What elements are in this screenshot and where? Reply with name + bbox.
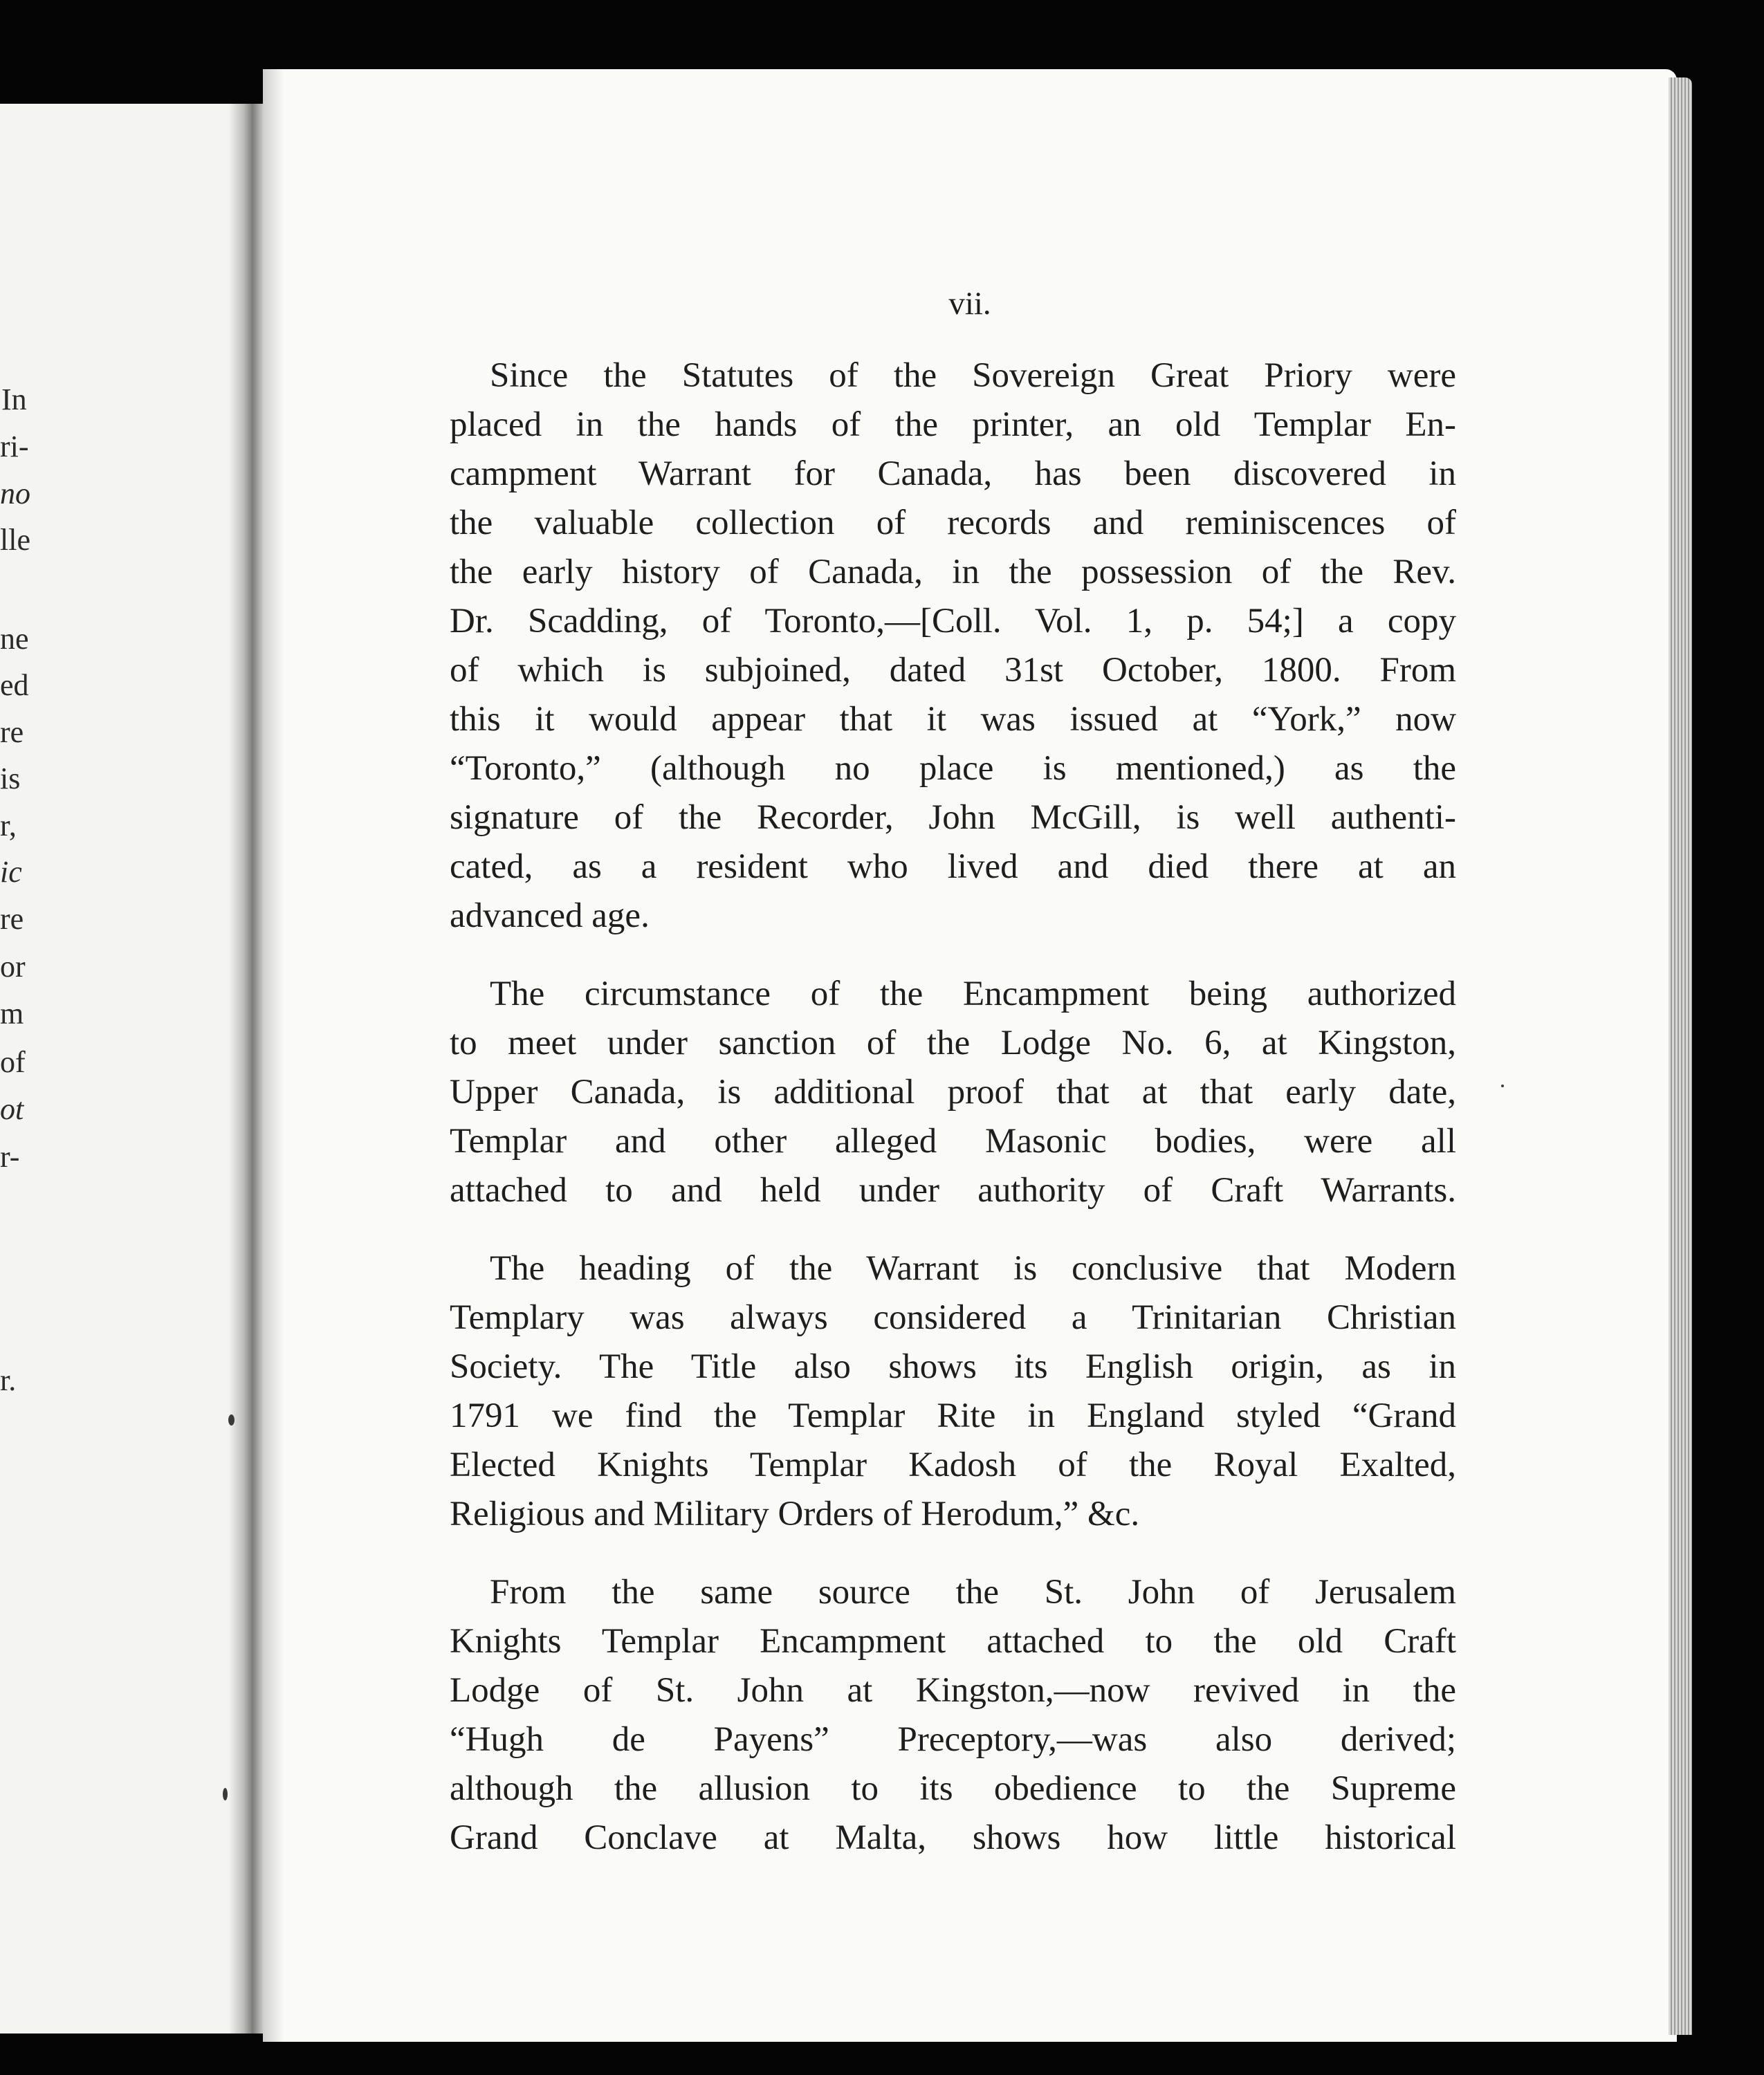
left-fragment: ed: [0, 668, 29, 702]
text-line: Elected Knights Templar Kadosh of the Royal Exalted,: [450, 1446, 1456, 1484]
text-line: Upper Canada, is additional proof that at that early date,: [450, 1073, 1456, 1112]
page-block-edge: [1669, 77, 1692, 2035]
text-line: The circumstance of the Encampment being authorized: [490, 975, 1456, 1013]
text-line: Templar and other alleged Masonic bodies, were all: [450, 1122, 1456, 1161]
left-fragment: ne: [0, 622, 29, 656]
left-fragment: m: [0, 997, 24, 1031]
right-page: [263, 69, 1677, 2042]
scan-speck: [223, 1788, 228, 1800]
text-line: Dr. Scadding, of Toronto,—[Coll. Vol. 1, p. 54;] a copy: [450, 602, 1456, 640]
left-page: [0, 104, 257, 2034]
text-line: From the same source the St. John of Jerusalem: [490, 1573, 1456, 1612]
scan-speck: [228, 1414, 235, 1426]
text-line: the early history of Canada, in the possession of the Rev.: [450, 553, 1456, 591]
text-line: Society. The Title also shows its English origin, as in: [450, 1347, 1456, 1386]
text-line: Religious and Military Orders of Herodum,” &c.: [450, 1495, 1140, 1533]
left-fragment: ri-: [0, 430, 29, 463]
left-fragment: of: [0, 1045, 26, 1079]
left-fragment: lle: [0, 523, 30, 557]
left-fragment: or: [0, 950, 26, 984]
left-fragment: re: [0, 902, 24, 936]
text-line: the valuable collection of records and reminiscences of: [450, 504, 1456, 542]
left-fragment: r.: [0, 1363, 17, 1397]
paragraph: [450, 1568, 1456, 1863]
text-line: “Toronto,” (although no place is mentioned,) as the: [450, 749, 1456, 788]
text-line: of which is subjoined, dated 31st October, 1800. From: [450, 651, 1456, 690]
left-fragment: r-: [0, 1140, 20, 1174]
text-line: campment Warrant for Canada, has been discovered in: [450, 454, 1456, 493]
text-line: attached to and held under authority of Craft Warrants.: [450, 1171, 1456, 1210]
text-line: Lodge of St. John at Kingston,—now revived in the: [450, 1671, 1456, 1710]
scan-speck: [1501, 1085, 1504, 1087]
text-line: The heading of the Warrant is conclusive that Modern: [490, 1249, 1456, 1288]
text-line: Since the Statutes of the Sovereign Great Priory were: [490, 356, 1456, 395]
text-line: Templary was always considered a Trinitarian Christian: [450, 1298, 1456, 1337]
paragraph: [450, 970, 1456, 1215]
text-line: Knights Templar Encampment attached to the old Craft: [450, 1622, 1456, 1661]
text-line: “Hugh de Payens” Preceptory,—was also derived;: [450, 1720, 1456, 1759]
inner-margin-shadow: [263, 69, 284, 2042]
text-line: signature of the Recorder, John McGill, is well authenti-: [450, 798, 1456, 837]
left-fragment: no: [0, 477, 30, 510]
text-line: cated, as a resident who lived and died there at an: [450, 847, 1456, 886]
text-line: although the allusion to its obedience to the Supreme: [450, 1769, 1456, 1808]
text-line: placed in the hands of the printer, an old Templar En-: [450, 405, 1456, 444]
left-fragment: ot: [0, 1092, 24, 1126]
page-body: [450, 351, 1456, 1892]
left-fragment: ic: [0, 855, 22, 889]
text-line: this it would appear that it was issued at “York,” now: [450, 700, 1456, 739]
text-line: to meet under sanction of the Lodge No. 6, at Kingston,: [450, 1024, 1456, 1062]
paragraph: [450, 1244, 1456, 1539]
text-line: 1791 we find the Templar Rite in England styled “Grand: [450, 1396, 1456, 1435]
text-line: advanced age.: [450, 896, 650, 935]
page-number: vii.: [948, 286, 991, 322]
text-line: Grand Conclave at Malta, shows how little historical: [450, 1818, 1456, 1857]
paragraph: [450, 351, 1456, 941]
left-fragment: re: [0, 715, 24, 749]
left-fragment: is: [0, 762, 21, 795]
left-fragment: r,: [0, 809, 17, 842]
left-fragment: In: [1, 382, 27, 416]
